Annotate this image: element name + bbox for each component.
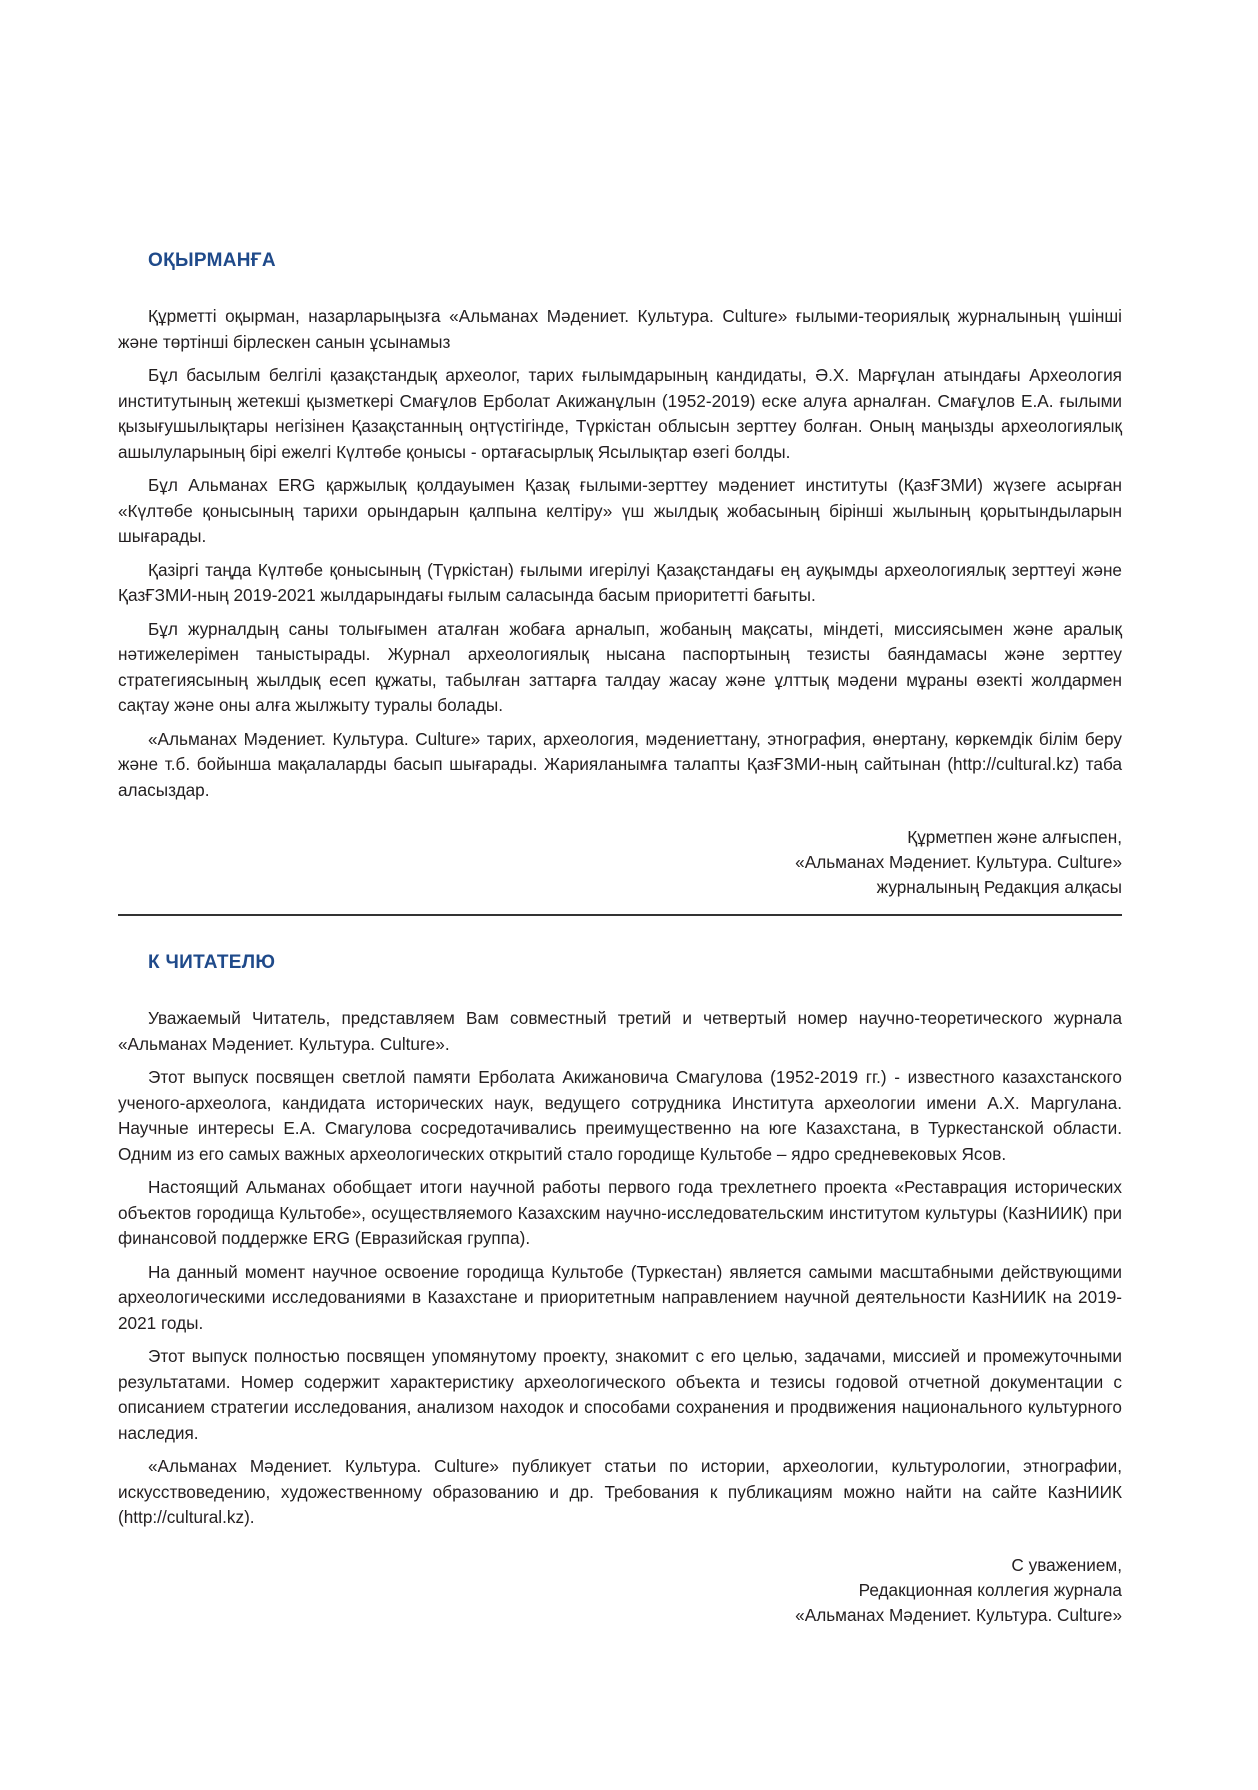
russian-heading: К ЧИТАТЕЛЮ	[148, 952, 276, 973]
kazakh-signature-line: журналының Редакция алқасы	[876, 877, 1122, 897]
kazakh-signature-line: Құрметпен және алғыспен,	[907, 827, 1122, 847]
kazakh-paragraph: «Альманах Мәдениет. Культура. Culture» тарих, археология, мәдениеттану, этнография, өнертану, көркемдік білім беру және т.б. бойынша мақалаларды басып шығарады. Жарияланымға талапты ҚазҒЗМИ-ның сайтынан (http://cultural.kz) таба аласыздар.	[118, 728, 1122, 800]
russian-signature-line: Редакционная коллегия журнала	[858, 1579, 1122, 1600]
kazakh-heading: ОҚЫРМАНҒА	[148, 250, 276, 271]
kazakh-signature	[118, 825, 1122, 900]
section-divider	[118, 914, 1122, 916]
kazakh-section	[118, 248, 1122, 900]
kazakh-paragraph: Бұл журналдың саны толығымен аталған жобаға арналып, жобаның мақсаты, міндеті, миссиясымен және аралық нәтижелерімен таныстырады. Журнал археологиялық нысана паспортының тезисты баяндамасы және зерттеу стратегиясының жылдық есеп құжаты, табылған заттарға талдау жасау және ұлттық мәдени мұраны өзекті жолдармен сақтау және оны алға жылжыту туралы болады.	[118, 618, 1122, 715]
russian-signature-line: С уважением,	[1011, 1554, 1122, 1575]
kazakh-paragraph: Құрметті оқырман, назарларыңызға «Альманах Мәдениет. Культура. Culture» ғылыми-теориялық журналының үшінші және төртінші бірлескен санын ұсынамыз	[118, 306, 1122, 352]
russian-paragraph: На данный момент научное освоение городища Культобе (Туркестан) является самыми масштабными действующими археологическими исследованиями в Казахстане и приоритетным направлением научной деятельности КазНИИК на 2019-2021 годы.	[118, 1261, 1122, 1333]
russian-signature-line: «Альманах Мәдениет. Культура. Culture»	[795, 1604, 1122, 1625]
russian-paragraph: Настоящий Альманах обобщает итоги научной работы первого года трехлетнего проекта «Реставрация исторических объектов городища Культобе», осуществляемого Казахским научно-исследовательским институтом культуры (КазНИИК) при финансовой поддержке ERG (Евразийская группа).	[118, 1177, 1122, 1248]
russian-paragraph: Этот выпуск посвящен светлой памяти Ерболата Акижановича Смагулова (1952-2019 гг.) - известного казахстанского ученого-археолога, кандидата исторических наук, ведущего сотрудника Института археологии имени А.Х. Маргулана. Научные интересы Е.А. Смагулова сосредотачивались преимущественно на юге Казахстана, в Туркестанской области. Одним из его самых важных археологических открытий стало городище Культобе – ядро средневековых Ясов.	[118, 1067, 1122, 1164]
russian-paragraph: Этот выпуск полностью посвящен упомянутому проекту, знакомит с его целью, задачами, миссией и промежуточными результатами. Номер содержит характеристику археологического объекта и тезисы годовой отчетной документации с описанием стратегии исследования, анализом находок и способами сохранения и продвижения национального культурного наследия.	[118, 1346, 1122, 1443]
kazakh-signature-line: «Альманах Мәдениет. Культура. Culture»	[795, 852, 1122, 872]
russian-body	[118, 1006, 1122, 1531]
kazakh-body	[118, 304, 1122, 803]
russian-paragraph: «Альманах Мәдениет. Культура. Culture» публикует статьи по истории, археологии, культурологии, этнографии, искусствоведению, художественному образованию и др. Требования к публикациям можно найти на сайте КазНИИК (http://cultural.kz).	[118, 1456, 1122, 1527]
russian-section	[118, 950, 1122, 1628]
kazakh-paragraph: Қазіргі таңда Күлтөбе қонысының (Түркістан) ғылыми игерілуі Қазақстандағы ең ауқымды археологиялық зерттеуі және ҚазҒЗМИ-ның 2019-2021 жылдарындағы ғылым саласында басым приоритетті бағыты.	[118, 559, 1122, 605]
russian-signature	[118, 1553, 1122, 1628]
kazakh-paragraph: Бұл басылым белгілі қазақстандық археолог, тарих ғылымдарының кандидаты, Ә.Х. Марғұлан атындағы Археология институтының жетекші қызметкері Смағұлов Ерболат Акижанұлын (1952-2019) еске алуға арналған. Смағұлов Е.А. ғылыми қызығушылықтары негізінен Қазақстанның оңтүстігінде, Түркістан облысын зерттеу болған. Оның маңызды археологиялық ашылуларының бірі ежелгі Күлтөбе қонысы - ортағасырлық Ясылықтар өзегі болды.	[118, 365, 1122, 462]
russian-paragraph: Уважаемый Читатель, представляем Вам совместный третий и четвертый номер научно-теоретического журнала «Альманах Мәдениет. Культура. Culture».	[118, 1008, 1122, 1054]
kazakh-paragraph: Бұл Альманах ERG қаржылық қолдауымен Қазақ ғылыми-зерттеу мәдениет институты (ҚазҒЗМИ) жүзеге асырған «Күлтөбе қонысының тарихи орындарын қалпына келтіру» үш жылдық жобасының бірінші жылының қорытындыларын шығарады.	[118, 475, 1122, 546]
